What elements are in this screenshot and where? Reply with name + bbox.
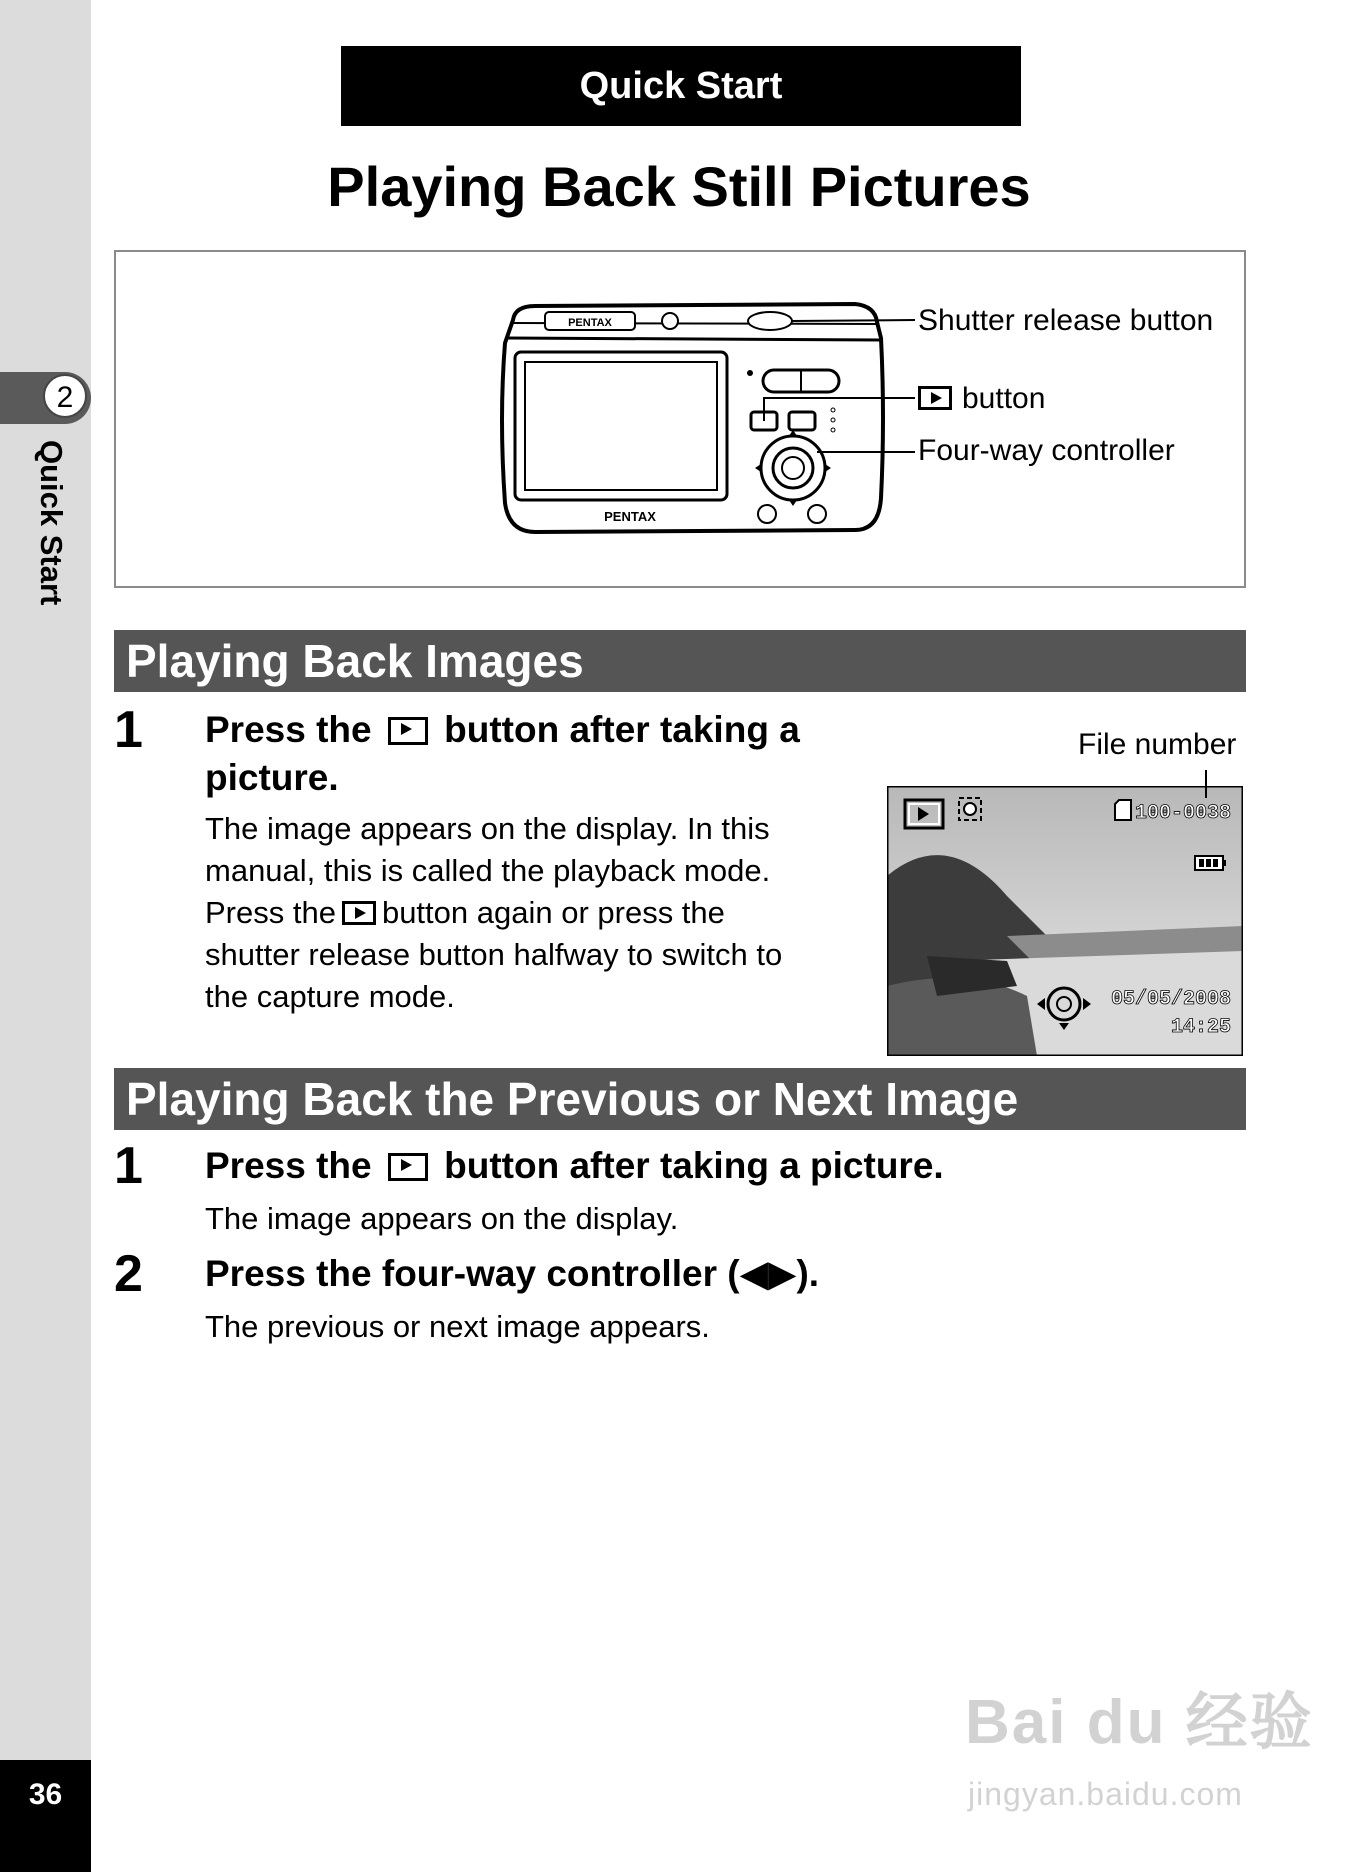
- file-number: 100-0038: [1135, 802, 1232, 825]
- step-heading-text: Press the: [205, 1145, 372, 1186]
- battery-icon: [1195, 856, 1226, 870]
- file-number-label: File number: [1078, 728, 1237, 761]
- memory-card-icon: [1115, 800, 1131, 820]
- section-heading-playing-back-images: Playing Back Images: [114, 630, 1246, 692]
- page-number: 36: [28, 1778, 63, 1811]
- body-line: the capture mode.: [205, 979, 455, 1014]
- step-heading-text: Press the: [205, 709, 372, 750]
- playback-icon: [342, 901, 376, 925]
- body-text: button again or press the: [381, 895, 725, 930]
- callout-playback-label: button: [962, 382, 1046, 415]
- body-text: Press the: [205, 895, 336, 930]
- section-heading-previous-next: Playing Back the Previous or Next Image: [114, 1068, 1246, 1130]
- step-heading-text: button after taking a: [444, 709, 800, 750]
- callout-four-way: Four-way controller: [918, 434, 1175, 467]
- page-number-box: [0, 1760, 91, 1872]
- playback-screen-photo: [887, 786, 1243, 1056]
- step-number: 2: [114, 1245, 143, 1303]
- step-number: 1: [114, 701, 143, 759]
- baidu-watermark: Bai du 经验: [965, 1688, 1314, 1757]
- playback-icon: [388, 717, 428, 745]
- chapter-sidebar: [0, 0, 91, 1872]
- camera-illustration: [495, 298, 925, 538]
- step-heading: Press the four-way controller (◀▶).: [205, 1253, 820, 1294]
- playback-date: 05/05/2008: [1111, 988, 1232, 1011]
- body-line: manual, this is called the playback mode.: [205, 853, 771, 888]
- file-number-leader: [1204, 770, 1208, 798]
- body-line: The image appears on the display. In this: [205, 811, 770, 846]
- step-body: The previous or next image appears.: [205, 1309, 710, 1344]
- playback-time: 14:25: [1171, 1016, 1232, 1039]
- camera-brand-bottom: PENTAX: [604, 509, 656, 524]
- chapter-label: Quick Start: [34, 440, 69, 606]
- page-title: Playing Back Still Pictures: [327, 155, 1031, 218]
- chapter-number: 2: [43, 374, 87, 418]
- step-heading: [205, 706, 800, 802]
- step-body: The image appears on the display.: [205, 1201, 679, 1236]
- baidu-watermark-url: jingyan.baidu.com: [968, 1776, 1243, 1812]
- camera-brand-top: PENTAX: [568, 317, 612, 329]
- step-heading-text: picture.: [205, 757, 339, 798]
- callout-shutter-release: Shutter release button: [918, 304, 1214, 337]
- playback-icon: [388, 1153, 428, 1181]
- callout-playback-button: [918, 382, 1045, 416]
- body-line: [205, 892, 782, 934]
- step-heading-text: button after taking a picture.: [444, 1145, 944, 1186]
- step-heading: [205, 1142, 944, 1190]
- section-banner: Quick Start: [341, 46, 1021, 126]
- playback-icon: [918, 386, 952, 410]
- body-line: shutter release button halfway to switch to: [205, 937, 783, 972]
- step-body: [205, 808, 782, 1018]
- step-number: 1: [114, 1137, 143, 1195]
